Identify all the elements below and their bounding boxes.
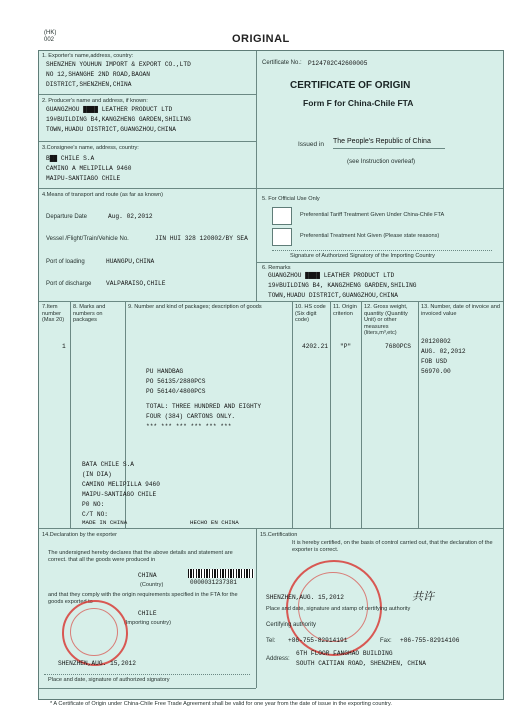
fax-value: +86-755-82914106 <box>400 637 460 644</box>
authority-place-label: Place and date, signature and stamp of certifying authority <box>266 606 411 612</box>
vessel-label: Vessel /Flight/Train/Vehicle No. <box>46 236 129 242</box>
producer-line-2: 19#BUILDING B4,KANGZHENG GARDEN,SHILING <box>46 116 191 123</box>
header-origin-criterion: 11. Origin criterion <box>333 304 357 317</box>
invoice-line-1: 20120802 <box>421 338 451 345</box>
discharge-label: Port of discharge <box>46 281 92 287</box>
certifying-authority-label: Certifying authority <box>266 622 317 628</box>
marks-line-8: HECHO EN CHINA <box>190 519 239 526</box>
barcode-number: 0000031237381 <box>190 579 237 586</box>
departure-label: Departure Date <box>46 214 88 220</box>
loading-value: HUANGPU,CHINA <box>106 258 155 265</box>
cert-no-label: Certificate No.: <box>262 60 302 66</box>
marks-line-4: MAIPU-SANTIAGO CHILE <box>82 491 157 498</box>
issued-in-value: The People's Republic of China <box>333 138 445 149</box>
exporter-place-date: SHENZHEN,AUG. 15,2012 <box>58 660 136 667</box>
importing-signatory-label: Signature of Authorized Signatory of the Importing Country <box>290 253 435 259</box>
original-label: ORIGINAL <box>232 33 290 45</box>
remarks-line-2: 19#BUILDING B4, KANGZHENG GARDEN,SHILING <box>268 282 417 289</box>
cert-title: CERTIFICATE OF ORIGIN <box>290 80 411 91</box>
importing-country-value: CHILE <box>138 610 157 617</box>
certification-text: It is hereby certified, on the basis of control carried out, that the declaration of the exporter is correct. <box>292 540 493 553</box>
certification-label: 15.Certification <box>260 532 298 538</box>
official-use-label: 5. For Official Use Only <box>262 196 320 202</box>
hs-code-value: 4202.21 <box>302 343 328 350</box>
origin-criterion-value: "P" <box>340 343 352 350</box>
address-line-1: 6TH FLOOR FANGHAO BUILDING <box>296 650 393 657</box>
invoice-line-3: FOB USD <box>421 358 447 365</box>
consignee-label: 3.Consignee's name, address, country: <box>42 145 139 151</box>
authority-place-date: SHENZHEN,AUG. 15,2012 <box>266 594 344 601</box>
exporter-stamp-inner-icon <box>70 608 118 656</box>
producing-country-label: (Country) <box>140 582 164 588</box>
cert-subtitle: Form F for China-Chile FTA <box>303 98 414 108</box>
goods-line-1: PU HANDBAG <box>146 368 184 375</box>
header-description: 9. Number and kind of packages; description of goods <box>128 304 262 310</box>
form-code: (HK) <box>44 30 57 36</box>
declaration-text-1: The undersigned hereby declares that the above details and statement are correct. that all the goods were produced in <box>48 550 233 563</box>
producer-line-3: TOWN,HUADU DISTRICT,GUANGZHOU,CHINA <box>46 126 176 133</box>
tariff-not-given-label: Preferential Treatment Not Given (Please state reasons) <box>300 233 440 239</box>
header-invoice: 13. Number, date of invoice and invoiced value <box>421 304 500 317</box>
exporter-line-2: NO 12,SHANGHE 2ND ROAD,BAOAN <box>46 71 150 78</box>
header-item-number: 7.Item number (Max 20) <box>42 304 65 324</box>
item-number: 1 <box>62 343 66 350</box>
form-code-2: 002 <box>44 37 55 43</box>
declaration-text-2: and that they comply with the origin requirements specified in the FTA for the goods exported to <box>48 592 238 605</box>
departure-value: Aug. 02,2012 <box>108 213 153 220</box>
marks-line-3: CAMINO MELIPILLA 9460 <box>82 481 160 488</box>
discharge-value: VALPARAISO,CHILE <box>106 280 166 287</box>
vessel-value: JIN HUI 328 120802/BY SEA <box>155 235 248 242</box>
tariff-not-given-checkbox[interactable] <box>272 228 292 246</box>
validity-footnote: * A Certificate of Origin under China-Chile Free Trade Agreement shall be valid for one year from the date of issue in the exporting country. <box>50 701 392 707</box>
fax-label: Fax: <box>380 638 392 644</box>
goods-line-2: PO 56135/2880PCS <box>146 378 206 385</box>
transport-label: 4.Means of transport and route (as far as known) <box>42 192 163 198</box>
consignee-line-1: B██ CHILE S.A <box>46 155 95 162</box>
total-line-2: FOUR (384) CARTONS ONLY. <box>146 413 236 420</box>
address-label: Address: <box>266 656 290 662</box>
quantity-value: 7680PCS <box>385 343 411 350</box>
address-line-2: SOUTH CAITIAN ROAD, SHENZHEN, CHINA <box>296 660 426 667</box>
exporter-label: 1. Exporter's name,address, country: <box>42 53 134 59</box>
instruction-note: (see Instruction overleaf) <box>347 158 416 165</box>
total-line-1: TOTAL: THREE HUNDRED AND EIGHTY <box>146 403 262 410</box>
issued-in-label: Issued in <box>298 141 325 148</box>
goods-line-3: PO 56140/4800PCS <box>146 388 206 395</box>
exporter-line-1: SHENZHEN YOUHUN IMPORT & EXPORT CO.,LTD <box>46 61 191 68</box>
barcode-icon <box>188 569 254 578</box>
tel-value: +86-755-82914191 <box>288 637 348 644</box>
declaration-label: 14.Declaration by the exporter <box>42 532 117 538</box>
consignee-line-3: MAIPU-SANTIAGO CHILE <box>46 175 121 182</box>
invoice-line-4: 56970.00 <box>421 368 451 375</box>
marks-line-6: C/T NO: <box>82 511 108 518</box>
marks-line-2: (IN DIA) <box>82 471 112 478</box>
remarks-line-1: GUANGZHOU ████ LEATHER PRODUCT LTD <box>268 272 395 279</box>
exporter-line-3: DISTRICT,SHENZHEN,CHINA <box>46 81 132 88</box>
importing-country-label: (Importing country) <box>124 620 171 626</box>
tariff-given-label: Preferential Tariff Treatment Given Under China-Chile FTA <box>300 212 445 218</box>
total-line-3: *** *** *** *** *** *** <box>146 423 232 430</box>
marks-line-1: BATA CHILE S.A <box>82 461 134 468</box>
tel-label: Tel: <box>266 638 276 644</box>
loading-label: Port of loading <box>46 259 85 265</box>
header-gross-weight: 12. Gross weight, quantity (Quantity Unit) or other measures (liters,m³,etc) <box>364 304 408 337</box>
header-hs-code: 10. HS code (Six digit code) <box>295 304 326 324</box>
tariff-given-checkbox[interactable] <box>272 207 292 225</box>
consignee-line-2: CAMINO A MELIPILLA 9460 <box>46 165 132 172</box>
producer-label: 2. Producer's name and address, if known: <box>42 98 148 104</box>
invoice-line-2: AUG. 02,2012 <box>421 348 466 355</box>
producer-line-1: GUANGZHOU ████ LEATHER PRODUCT LTD <box>46 106 173 113</box>
remarks-label: 6. Remarks <box>262 265 291 271</box>
cert-no-value: P124702C42600005 <box>308 60 368 67</box>
remarks-line-3: TOWN,HUADU DISTRICT,GUANGZHOU,CHINA <box>268 292 398 299</box>
marks-line-5: P0 NO: <box>82 501 105 508</box>
exporter-signature-label: Place and date, signature of authorized signatory <box>48 677 170 683</box>
producing-country-value: CHINA <box>138 572 157 579</box>
header-marks: 8. Marks and numbers on packages <box>73 304 106 324</box>
marks-line-7: MADE IN CHINA <box>82 519 128 526</box>
authority-signature: 共许 <box>412 590 434 603</box>
